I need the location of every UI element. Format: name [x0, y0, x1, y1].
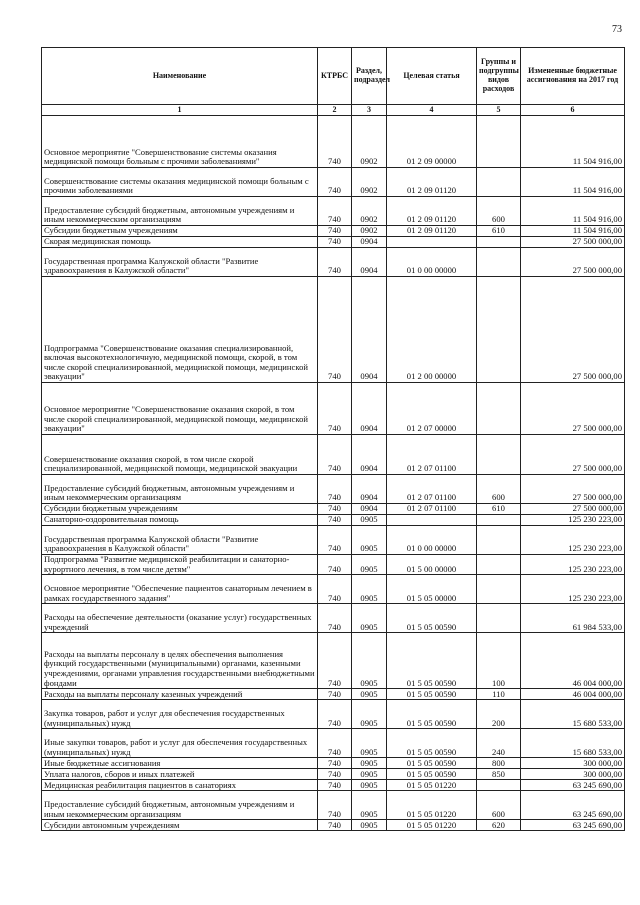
row-name: Государственная программа Калужской области "Развитие здравоохранения в Калужской области"	[42, 526, 318, 555]
row-section: 0904	[352, 248, 387, 277]
row-target: 01 5 05 00590	[387, 769, 477, 780]
row-target: 01 2 07 01100	[387, 435, 477, 475]
table-row	[42, 168, 625, 197]
row-name: Расходы на выплаты персоналу в целях обеспечения выполнения функций государственными (муниципальными) органами, казенными учреждениями, органами управления государственными внебюджетными фондами	[42, 633, 318, 689]
row-group: 600	[477, 197, 521, 226]
row-ktrbs: 740	[318, 504, 352, 515]
row-name: Расходы на обеспечение деятельности (оказание услуг) государственных учреждений	[42, 604, 318, 633]
row-ktrbs: 740	[318, 277, 352, 383]
table-row	[42, 820, 625, 831]
row-section: 0902	[352, 116, 387, 168]
row-amount: 125 230 223,00	[521, 515, 625, 526]
row-name: Совершенствование системы оказания медицинской помощи больным с прочими заболеваниями	[42, 168, 318, 197]
row-name: Санаторно-оздоровительная помощь	[42, 515, 318, 526]
row-group: 620	[477, 820, 521, 831]
row-group	[477, 277, 521, 383]
row-section: 0904	[352, 435, 387, 475]
row-amount: 63 245 690,00	[521, 820, 625, 831]
row-name: Совершенствование оказания скорой, в том числе скорой специализированной, медицинской помощи, медицинской эвакуации	[42, 435, 318, 475]
row-target: 01 2 07 00000	[387, 383, 477, 435]
row-amount: 15 680 533,00	[521, 700, 625, 729]
row-name: Расходы на выплаты персоналу казенных учреждений	[42, 689, 318, 700]
table-row	[42, 555, 625, 575]
row-group	[477, 248, 521, 277]
row-group: 610	[477, 226, 521, 237]
row-name: Основное мероприятие "Обеспечение пациентов санаторным лечением в рамках государственного задания"	[42, 575, 318, 604]
row-amount: 27 500 000,00	[521, 237, 625, 248]
row-ktrbs: 740	[318, 515, 352, 526]
row-name: Государственная программа Калужской области "Развитие здравоохранения в Калужской области"	[42, 248, 318, 277]
row-ktrbs: 740	[318, 758, 352, 769]
row-group: 600	[477, 475, 521, 504]
row-section: 0905	[352, 575, 387, 604]
row-name: Субсидии автономным учреждениям	[42, 820, 318, 831]
row-amount: 27 500 000,00	[521, 248, 625, 277]
table-row	[42, 791, 625, 820]
row-group: 200	[477, 700, 521, 729]
row-amount: 125 230 223,00	[521, 526, 625, 555]
row-ktrbs: 740	[318, 689, 352, 700]
row-name: Закупка товаров, работ и услуг для обеспечения государственных (муниципальных) нужд	[42, 700, 318, 729]
row-amount: 125 230 223,00	[521, 575, 625, 604]
row-ktrbs: 740	[318, 769, 352, 780]
row-amount: 27 500 000,00	[521, 475, 625, 504]
row-amount: 27 500 000,00	[521, 383, 625, 435]
row-group	[477, 575, 521, 604]
row-section: 0904	[352, 475, 387, 504]
row-ktrbs: 740	[318, 248, 352, 277]
row-name: Субсидии бюджетным учреждениям	[42, 226, 318, 237]
row-target: 01 5 05 00590	[387, 729, 477, 758]
row-amount: 61 984 533,00	[521, 604, 625, 633]
table-row	[42, 758, 625, 769]
table-row	[42, 383, 625, 435]
row-section: 0904	[352, 504, 387, 515]
row-ktrbs: 740	[318, 526, 352, 555]
row-amount: 11 504 916,00	[521, 197, 625, 226]
row-section: 0905	[352, 515, 387, 526]
column-number: 6	[521, 105, 625, 116]
row-target: 01 2 07 01100	[387, 475, 477, 504]
header-section: Раздел, подраздел	[352, 48, 387, 105]
row-group: 110	[477, 689, 521, 700]
row-group	[477, 526, 521, 555]
row-target: 01 5 05 01220	[387, 791, 477, 820]
row-ktrbs: 740	[318, 383, 352, 435]
budget-table	[41, 47, 625, 831]
row-name: Иные закупки товаров, работ и услуг для обеспечения государственных (муниципальных) нужд	[42, 729, 318, 758]
row-target: 01 5 05 00590	[387, 689, 477, 700]
row-group: 600	[477, 791, 521, 820]
table-row	[42, 475, 625, 504]
row-section: 0905	[352, 820, 387, 831]
column-number: 5	[477, 105, 521, 116]
table-row	[42, 689, 625, 700]
row-name: Скорая медицинская помощь	[42, 237, 318, 248]
row-group	[477, 168, 521, 197]
row-target	[387, 515, 477, 526]
row-amount: 15 680 533,00	[521, 729, 625, 758]
header-name: Наименование	[42, 48, 318, 105]
row-ktrbs: 740	[318, 780, 352, 791]
table-row	[42, 504, 625, 515]
row-amount: 46 004 000,00	[521, 633, 625, 689]
row-target: 01 5 00 00000	[387, 555, 477, 575]
table-row	[42, 248, 625, 277]
row-name: Иные бюджетные ассигнования	[42, 758, 318, 769]
row-ktrbs: 740	[318, 555, 352, 575]
row-name: Медицинская реабилитация пациентов в санаториях	[42, 780, 318, 791]
table-row	[42, 435, 625, 475]
row-target: 01 0 00 00000	[387, 248, 477, 277]
row-target: 01 2 00 00000	[387, 277, 477, 383]
table-header-row	[42, 48, 625, 105]
row-section: 0905	[352, 769, 387, 780]
row-ktrbs: 740	[318, 168, 352, 197]
row-amount: 125 230 223,00	[521, 555, 625, 575]
column-number: 3	[352, 105, 387, 116]
row-section: 0904	[352, 277, 387, 383]
row-amount: 300 000,00	[521, 769, 625, 780]
row-section: 0905	[352, 729, 387, 758]
row-name: Предоставление субсидий бюджетным, автономным учреждениям и иным некоммерческим организациям	[42, 475, 318, 504]
row-section: 0905	[352, 633, 387, 689]
row-section: 0905	[352, 791, 387, 820]
row-ktrbs: 740	[318, 820, 352, 831]
row-section: 0902	[352, 197, 387, 226]
row-section: 0905	[352, 758, 387, 769]
row-name: Предоставление субсидий бюджетным, автономным учреждениям и иным некоммерческим организациям	[42, 791, 318, 820]
header-ktrbs: КТРБС	[318, 48, 352, 105]
table-row	[42, 633, 625, 689]
row-amount: 11 504 916,00	[521, 226, 625, 237]
row-section: 0904	[352, 383, 387, 435]
row-ktrbs: 740	[318, 729, 352, 758]
table-row	[42, 729, 625, 758]
row-name: Уплата налогов, сборов и иных платежей	[42, 769, 318, 780]
row-section: 0905	[352, 604, 387, 633]
row-target: 01 0 00 00000	[387, 526, 477, 555]
row-name: Подпрограмма "Совершенствование оказания специализированной, включая высокотехнологичную, медицинской помощи, скорой, в том числе скорой специализированной, медицинской помощи, медицинской эвакуации"	[42, 277, 318, 383]
row-amount: 11 504 916,00	[521, 168, 625, 197]
row-group	[477, 555, 521, 575]
column-number: 1	[42, 105, 318, 116]
row-group: 100	[477, 633, 521, 689]
column-number-row	[42, 105, 625, 116]
row-group	[477, 116, 521, 168]
row-ktrbs: 740	[318, 226, 352, 237]
row-name: Основное мероприятие "Совершенствование системы оказания медицинской помощи больным с прочими заболеваниями"	[42, 116, 318, 168]
row-section: 0905	[352, 526, 387, 555]
row-target: 01 2 09 01120	[387, 197, 477, 226]
row-amount: 63 245 690,00	[521, 791, 625, 820]
row-group: 850	[477, 769, 521, 780]
table-row	[42, 515, 625, 526]
row-ktrbs: 740	[318, 435, 352, 475]
row-amount: 46 004 000,00	[521, 689, 625, 700]
table-row	[42, 526, 625, 555]
row-ktrbs: 740	[318, 791, 352, 820]
row-target: 01 5 05 00590	[387, 700, 477, 729]
row-name: Основное мероприятие "Совершенствование оказания скорой, в том числе скорой специализированной, медицинской помощи, медицинской эвакуации"	[42, 383, 318, 435]
row-group	[477, 435, 521, 475]
row-target: 01 5 05 00590	[387, 758, 477, 769]
row-amount: 27 500 000,00	[521, 504, 625, 515]
row-target: 01 5 05 01220	[387, 780, 477, 791]
table-body	[42, 116, 625, 831]
header-amount: Измененные бюджетные ассигнования на 2017 год	[521, 48, 625, 105]
row-group	[477, 237, 521, 248]
row-section: 0905	[352, 780, 387, 791]
row-ktrbs: 740	[318, 197, 352, 226]
row-amount: 11 504 916,00	[521, 116, 625, 168]
row-ktrbs: 740	[318, 575, 352, 604]
row-section: 0904	[352, 237, 387, 248]
row-amount: 63 245 690,00	[521, 780, 625, 791]
row-ktrbs: 740	[318, 700, 352, 729]
row-target	[387, 237, 477, 248]
table-row	[42, 237, 625, 248]
row-ktrbs: 740	[318, 237, 352, 248]
row-target: 01 2 07 01100	[387, 504, 477, 515]
table-row	[42, 575, 625, 604]
table-row	[42, 769, 625, 780]
row-group	[477, 780, 521, 791]
row-target: 01 5 05 00000	[387, 575, 477, 604]
page-number: 73	[612, 24, 622, 35]
table-row	[42, 780, 625, 791]
table-row	[42, 116, 625, 168]
row-section: 0902	[352, 168, 387, 197]
row-target: 01 5 05 01220	[387, 820, 477, 831]
row-name: Субсидии бюджетным учреждениям	[42, 504, 318, 515]
table-row	[42, 700, 625, 729]
header-target: Целевая статья	[387, 48, 477, 105]
row-ktrbs: 740	[318, 116, 352, 168]
row-name: Подпрограмма "Развитие медицинской реабилитации и санаторно-курортного лечения, в том числе детям"	[42, 555, 318, 575]
table-row	[42, 226, 625, 237]
row-ktrbs: 740	[318, 475, 352, 504]
row-ktrbs: 740	[318, 633, 352, 689]
row-group: 800	[477, 758, 521, 769]
row-group	[477, 604, 521, 633]
row-section: 0905	[352, 555, 387, 575]
row-group: 240	[477, 729, 521, 758]
table-row	[42, 197, 625, 226]
row-target: 01 5 05 00590	[387, 604, 477, 633]
row-amount: 27 500 000,00	[521, 277, 625, 383]
row-group: 610	[477, 504, 521, 515]
row-amount: 300 000,00	[521, 758, 625, 769]
row-group	[477, 515, 521, 526]
row-group	[477, 383, 521, 435]
row-target: 01 2 09 00000	[387, 116, 477, 168]
column-number: 2	[318, 105, 352, 116]
header-groups: Группы и подгруппы видов расходов	[477, 48, 521, 105]
row-section: 0905	[352, 689, 387, 700]
row-target: 01 2 09 01120	[387, 168, 477, 197]
row-name: Предоставление субсидий бюджетным, автономным учреждениям и иным некоммерческим организациям	[42, 197, 318, 226]
table-row	[42, 277, 625, 383]
row-target: 01 5 05 00590	[387, 633, 477, 689]
row-ktrbs: 740	[318, 604, 352, 633]
row-amount: 27 500 000,00	[521, 435, 625, 475]
row-target: 01 2 09 01120	[387, 226, 477, 237]
row-section: 0902	[352, 226, 387, 237]
column-number: 4	[387, 105, 477, 116]
table-row	[42, 604, 625, 633]
row-section: 0905	[352, 700, 387, 729]
